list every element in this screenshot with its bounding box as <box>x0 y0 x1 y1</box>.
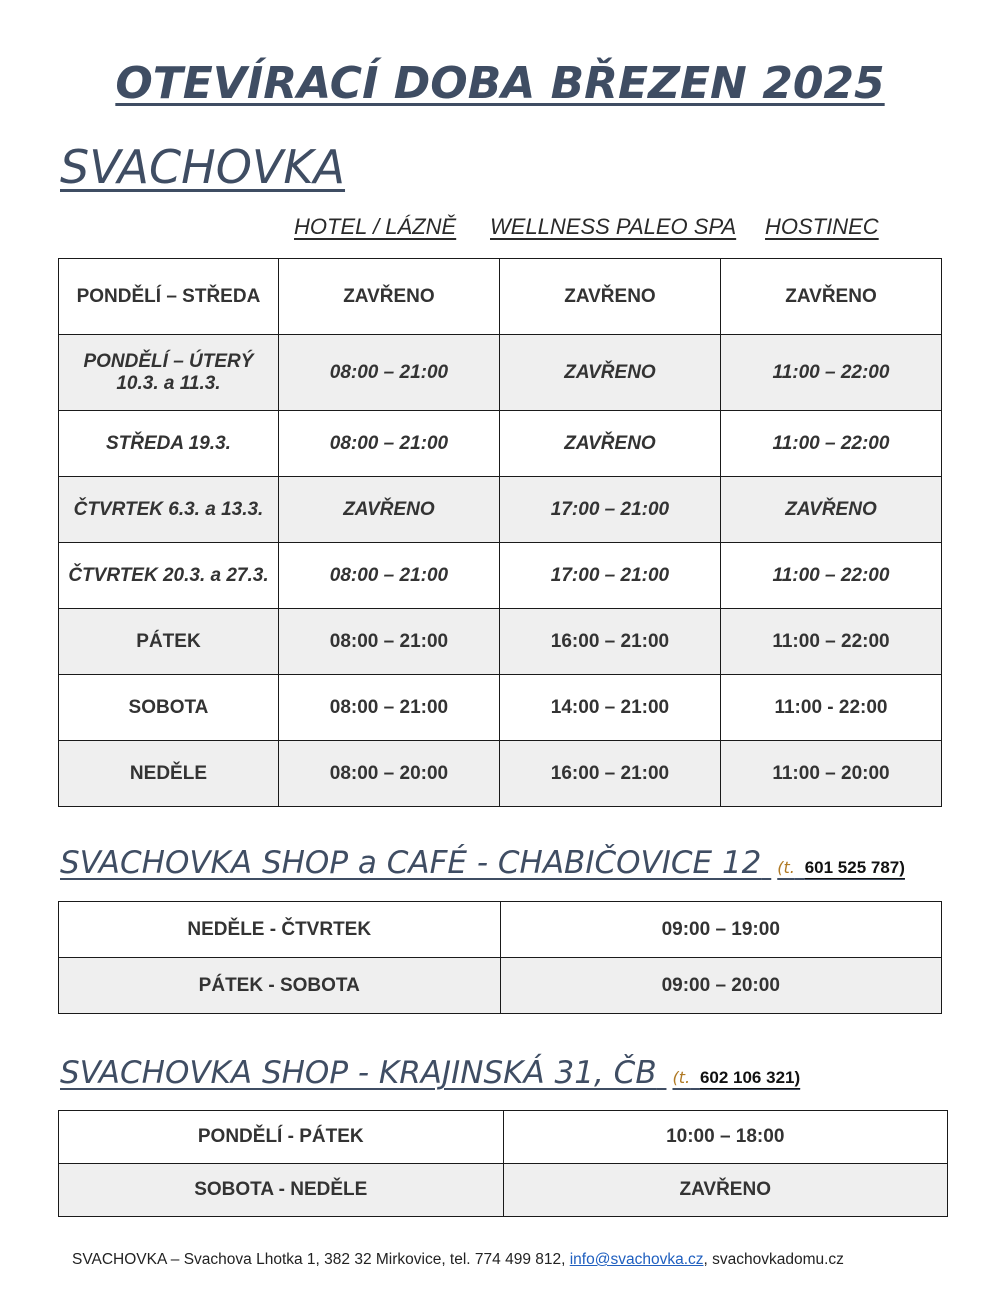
table-row <box>59 543 942 609</box>
hostinec-hours-cell: ZAVŘENO <box>720 477 941 543</box>
hours-cell: 09:00 – 19:00 <box>500 902 942 958</box>
hotel-hours-cell: 08:00 – 21:00 <box>278 675 499 741</box>
shop2-phone[interactable]: 602 106 321) <box>699 1068 801 1087</box>
brand-title: SVACHOVKA <box>60 140 346 194</box>
footer-address: SVACHOVKA – Svachova Lhotka 1, 382 32 Mirkovice, tel. 774 499 812, <box>72 1251 570 1268</box>
hotel-hours-cell: ZAVŘENO <box>278 259 499 335</box>
footer <box>72 1251 844 1269</box>
shop2-name: SVACHOVKA SHOP - KRAJINSKÁ 31, ČB <box>60 1055 657 1091</box>
day-cell: ČTVRTEK 6.3. a 13.3. <box>59 477 279 543</box>
wellness-hours-cell: 17:00 – 21:00 <box>499 543 720 609</box>
hotel-hours-cell: ZAVŘENO <box>278 477 499 543</box>
shop2-hours-table <box>58 1110 948 1217</box>
shop1-title <box>60 845 905 881</box>
shop1-name: SVACHOVKA SHOP a CAFÉ - CHABIČOVICE 12 <box>60 845 762 881</box>
hostinec-hours-cell: 11:00 – 20:00 <box>720 741 941 807</box>
day-cell: NEDĚLE <box>59 741 279 807</box>
table-row <box>59 675 942 741</box>
hotel-hours-cell: 08:00 – 21:00 <box>278 335 499 411</box>
hostinec-hours-cell: 11:00 – 22:00 <box>720 609 941 675</box>
wellness-hours-cell: ZAVŘENO <box>499 335 720 411</box>
wellness-hours-cell: ZAVŘENO <box>499 259 720 335</box>
hostinec-hours-cell: 11:00 – 22:00 <box>720 411 941 477</box>
day-cell: ČTVRTEK 20.3. a 27.3. <box>59 543 279 609</box>
day-cell: PONDĚLÍ – STŘEDA <box>59 259 279 335</box>
hostinec-hours-cell: 11:00 – 22:00 <box>720 335 941 411</box>
shop1-phone[interactable]: 601 525 787) <box>804 858 905 877</box>
table-row <box>59 335 942 411</box>
day-cell: PÁTEK <box>59 609 279 675</box>
hotel-hours-cell: 08:00 – 20:00 <box>278 741 499 807</box>
shop1-hours-table <box>58 901 942 1014</box>
day-dates: 10.3. a 11.3. <box>116 372 221 394</box>
page-title: OTEVÍRACÍ DOBA BŘEZEN 2025 <box>115 58 885 109</box>
day-cell: SOBOTA - NEDĚLE <box>59 1164 504 1217</box>
table-row <box>59 958 942 1014</box>
wellness-hours-cell: ZAVŘENO <box>499 411 720 477</box>
footer-website: , svachovkadomu.cz <box>703 1251 844 1268</box>
wellness-hours-cell: 16:00 – 21:00 <box>499 609 720 675</box>
hostinec-hours-cell: 11:00 - 22:00 <box>720 675 941 741</box>
column-header-hostinec: HOSTINEC <box>765 214 879 239</box>
table-row <box>59 902 942 958</box>
shop1-phone-prefix: (t. <box>777 858 795 877</box>
wellness-hours-cell: 16:00 – 21:00 <box>499 741 720 807</box>
hours-table <box>58 258 942 807</box>
hotel-hours-cell: 08:00 – 21:00 <box>278 609 499 675</box>
day-cell <box>59 335 279 411</box>
day-cell: STŘEDA 19.3. <box>59 411 279 477</box>
hostinec-hours-cell: 11:00 – 22:00 <box>720 543 941 609</box>
shop2-title <box>60 1055 800 1091</box>
day-cell: PONDĚLÍ - PÁTEK <box>59 1111 504 1164</box>
hotel-hours-cell: 08:00 – 21:00 <box>278 411 499 477</box>
hours-cell: 09:00 – 20:00 <box>500 958 942 1014</box>
table-row <box>59 741 942 807</box>
wellness-hours-cell: 17:00 – 21:00 <box>499 477 720 543</box>
table-row <box>59 477 942 543</box>
table-row <box>59 609 942 675</box>
footer-email-link[interactable]: info@svachovka.cz <box>569 1251 704 1268</box>
hotel-hours-cell: 08:00 – 21:00 <box>278 543 499 609</box>
table-row <box>59 411 942 477</box>
table-row <box>59 1164 948 1217</box>
column-header-wellness: WELLNESS PALEO SPA <box>490 214 737 239</box>
hours-cell: 10:00 – 18:00 <box>503 1111 948 1164</box>
day-cell: NEDĚLE - ČTVRTEK <box>59 902 501 958</box>
hours-cell: ZAVŘENO <box>503 1164 948 1217</box>
table-row <box>59 1111 948 1164</box>
day-cell: SOBOTA <box>59 675 279 741</box>
day-cell: PÁTEK - SOBOTA <box>59 958 501 1014</box>
wellness-hours-cell: 14:00 – 21:00 <box>499 675 720 741</box>
column-header-hotel: HOTEL / LÁZNĚ <box>294 214 457 239</box>
day-label: PONDĚLÍ – ÚTERÝ <box>83 350 254 372</box>
hostinec-hours-cell: ZAVŘENO <box>720 259 941 335</box>
table-row <box>59 259 942 335</box>
shop2-phone-prefix: (t. <box>672 1068 691 1087</box>
